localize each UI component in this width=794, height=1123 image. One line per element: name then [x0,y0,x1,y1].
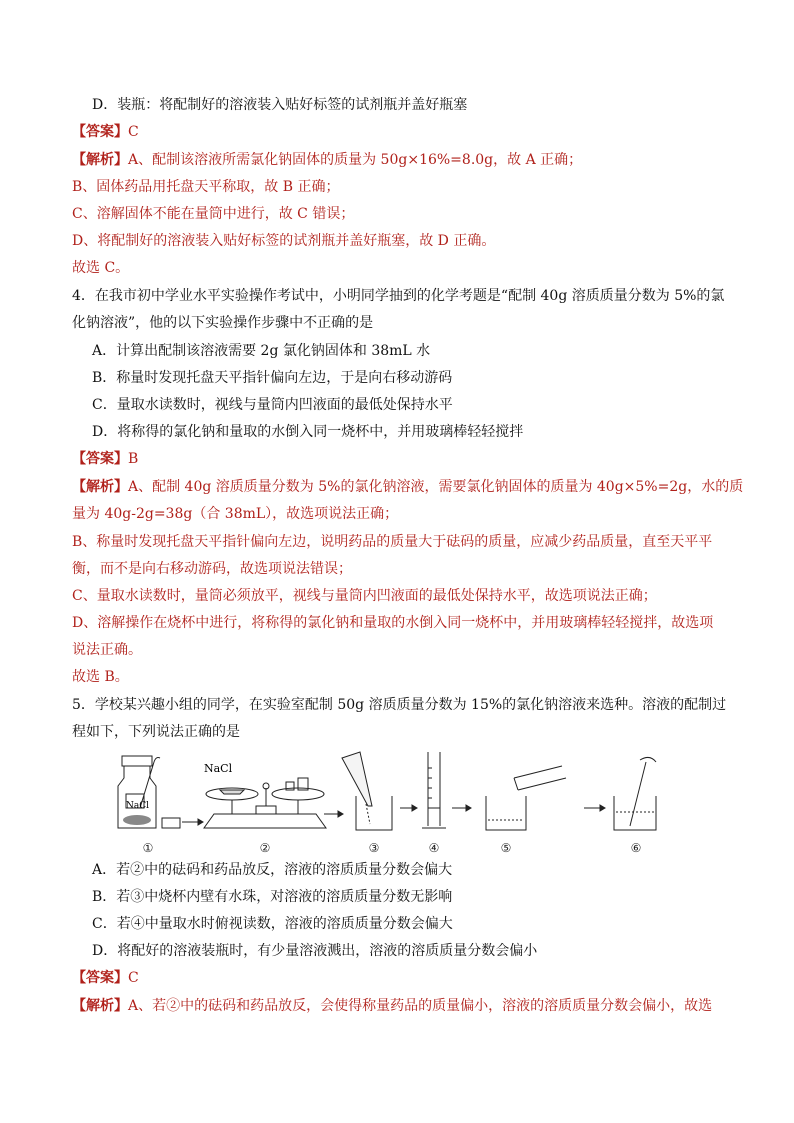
step-label: ⑥ [630,841,642,855]
step-label: ④ [428,841,440,855]
q4-analysis-line: B、称量时发现托盘天平指针偏向左边，说明药品的质量大于砝码的质量，应减少药品质量，直至天平平 [72,534,713,550]
q4-analysis-line [72,478,743,496]
step-label: ⑤ [500,841,512,855]
reagent-bottle-icon [118,756,180,828]
q4-conclusion: 故选 B。 [72,669,129,685]
q4-answer [72,450,138,468]
q4-analysis-line: 说法正确。 [72,642,142,658]
answer-tag: 【答案】 [72,451,128,467]
q4-stem-line: 4．在我市初中学业水平实验操作考试中，小明同学抽到的化学考题是“配制 40g 溶质质量分数为 5%的氯 [72,288,725,304]
q4-option-c: C．量取水读数时，视线与量筒内凹液面的最低处保持水平 [92,397,453,413]
analysis-text: A、若②中的砝码和药品放反，会使得称量药品的质量偏小，溶液的溶质质量分数会偏小，故选 [128,998,713,1014]
analysis-text: A、配制 40g 溶质质量分数为 5%的氯化钠溶液，需要氯化钠固体的质量为 40g×5%=2g，水的质 [128,479,744,495]
q5-analysis-line [72,997,712,1015]
answer-value: C [128,970,139,986]
q4-analysis-line: 量为 40g-2g=38g（合 38mL），故选项说法正确； [72,506,399,522]
arrow-icon [182,805,605,825]
answer-value: B [128,451,139,467]
q4-analysis-line: D、溶解操作在烧杯中进行，将称得的氯化钠和量取的水倒入同一烧杯中，并用玻璃棒轻轻搅拌，故选项 [72,615,714,631]
q4-analysis-line: 衡，而不是向右移动游码，故选项说法错误； [72,561,352,577]
analysis-tag: 【解析】 [72,152,128,168]
q4-stem-line: 化钠溶液”，他的以下实验操作步骤中不正确的是 [72,315,374,331]
q3-analysis-line [72,151,582,169]
q4-analysis-line: C、量取水读数时，量筒必须放平，视线与量筒内凹液面的最低处保持水平，故选项说法正确； [72,588,657,604]
bottle-label: NaCl [126,801,150,811]
q3-analysis-line: C、溶解固体不能在量筒中进行，故 C 错误； [72,206,355,222]
q5-option-d: D．将配好的溶液装瓶时，有少量溶液溅出，溶液的溶质质量分数会偏小 [92,943,538,959]
q5-option-b: B．若③中烧杯内壁有水珠，对溶液的溶质质量分数无影响 [92,889,453,905]
balance-icon [204,778,326,828]
analysis-text: A、配制该溶液所需氯化钠固体的质量为 50g×16%=8.0g，故 A 正确； [128,152,583,168]
analysis-tag: 【解析】 [72,479,128,495]
q5-stem-line: 5．学校某兴趣小组的同学，在实验室配制 50g 溶质质量分数为 15%的氯化钠溶液来选种。溶液的配制过 [72,697,727,713]
beaker-icon [342,752,392,830]
q3-conclusion: 故选 C。 [72,260,130,276]
q3-option-d: D．装瓶：将配制好的溶液装入贴好标签的试剂瓶并盖好瓶塞 [92,97,468,113]
q3-analysis-line: B、固体药品用托盘天平称取，故 B 正确； [72,179,340,195]
graduated-cylinder-icon [422,752,446,828]
q3-answer [72,123,139,141]
q4-option-a: A．计算出配制该溶液需要 2g 氯化钠固体和 38mL 水 [92,343,431,359]
step-label: ① [142,841,154,855]
answer-tag: 【答案】 [72,970,128,986]
q4-option-b: B．称量时发现托盘天平指针偏向左边，于是向右移动游码 [92,370,453,386]
preparation-steps-figure [110,748,700,860]
q3-analysis-line: D、将配制好的溶液装入贴好标签的试剂瓶并盖好瓶塞，故 D 正确。 [72,233,496,249]
q5-option-a: A．若②中的砝码和药品放反，溶液的溶质质量分数会偏大 [92,862,453,878]
answer-value: C [128,124,139,140]
step-label: ② [259,841,271,855]
q5-stem-line: 程如下，下列说法正确的是 [72,724,240,740]
analysis-tag: 【解析】 [72,998,128,1014]
step-label: ③ [368,841,380,855]
balance-label: NaCl [204,762,233,775]
q5-answer [72,969,139,987]
q5-option-c: C．若④中量取水时俯视读数，溶液的溶质质量分数会偏大 [92,916,453,932]
q4-option-d: D．将称得的氯化钠和量取的水倒入同一烧杯中，并用玻璃棒轻轻搅拌 [92,424,524,440]
stirring-icon [614,757,656,830]
pouring-icon [486,766,566,830]
answer-tag: 【答案】 [72,124,128,140]
